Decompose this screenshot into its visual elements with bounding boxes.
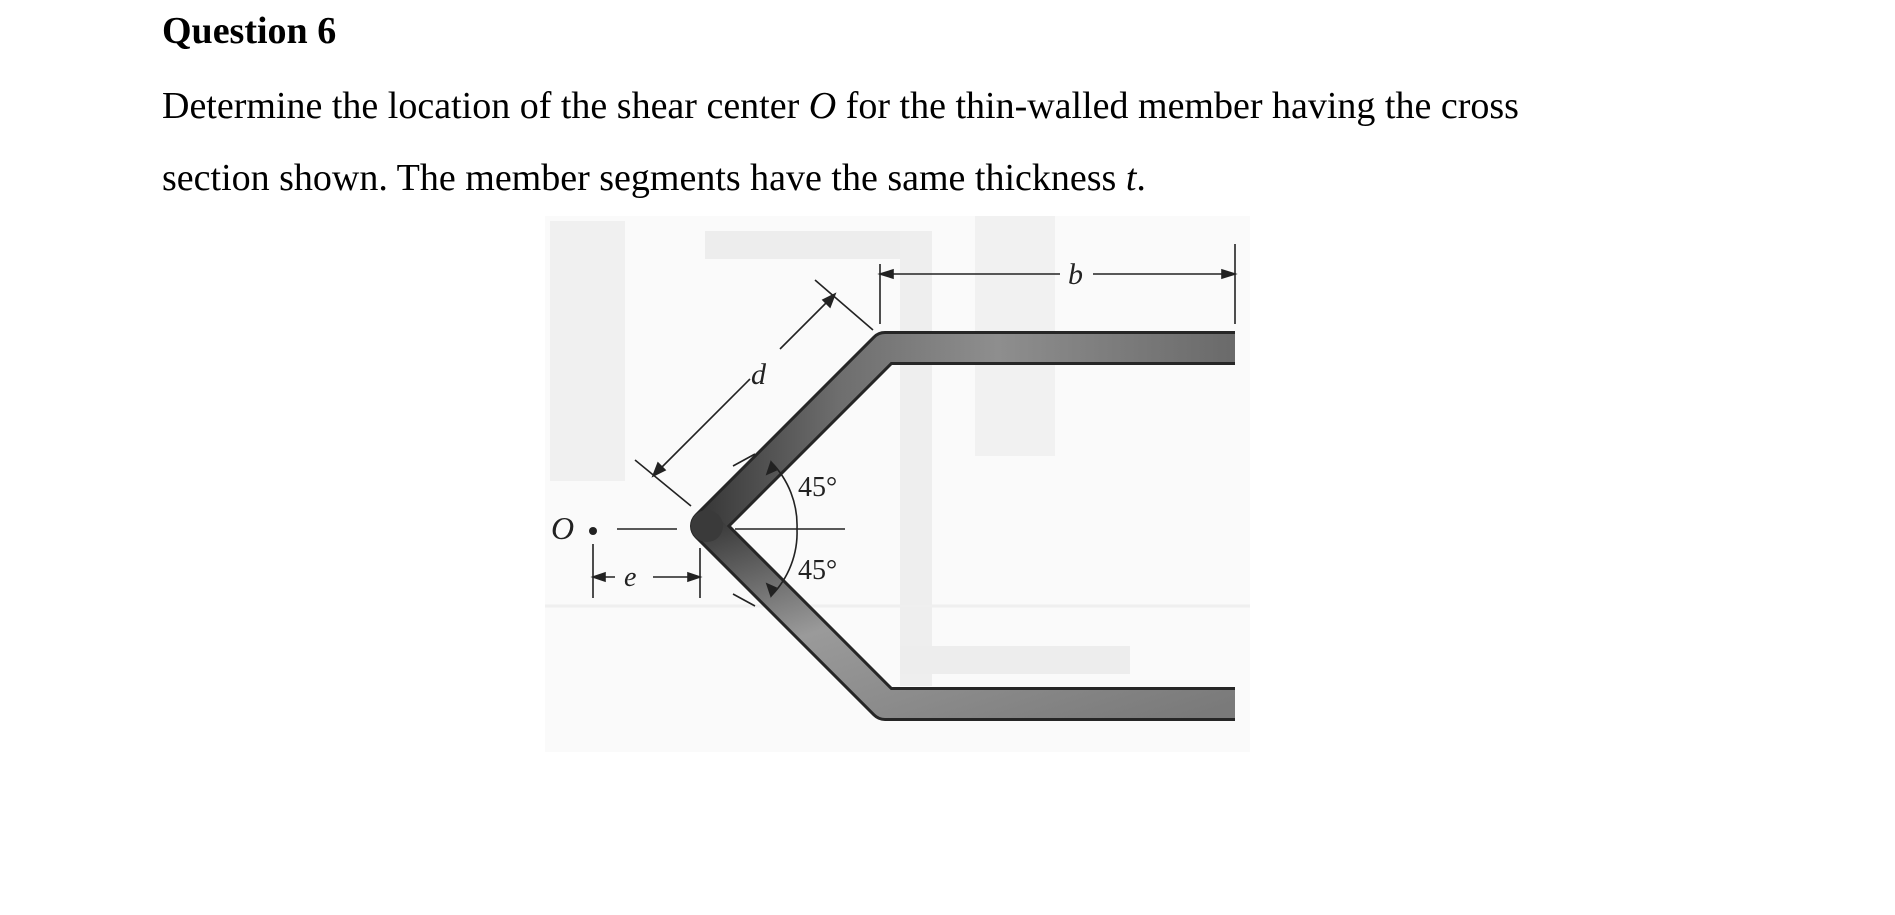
ghost-flange-top [705,231,930,259]
figure-background [545,216,1250,752]
question-text: for the thin-walled member having the cross [836,85,1519,127]
ghost-block-left [550,221,625,481]
shear-center-point [589,527,597,535]
question-title: Question 6 [162,10,337,52]
shear-center-label: O [551,510,575,546]
question-line-1 [162,70,1762,142]
dimension-d-label: d [751,358,766,391]
question-text: section shown. The member segments have the same thickness [162,157,1126,199]
cross-section-figure [545,216,1250,752]
thickness-symbol: t [1125,157,1137,199]
dimension-e-label: e [624,562,637,593]
question-line-2 [162,142,1762,214]
question-text: Determine the location of the shear center [162,85,809,127]
question-text: . [1136,157,1146,199]
angle-bottom-label: 45° [798,555,838,586]
member-apex [691,510,723,542]
ghost-flange-bottom [900,646,1130,674]
cross-section-diagram [545,216,1250,752]
dimension-b-label: b [1068,258,1083,291]
shear-center-symbol: O [808,85,837,127]
background-ghost [545,216,1250,752]
ghost-web [900,231,932,686]
question-body [162,70,1762,214]
angle-top-label: 45° [798,472,838,503]
